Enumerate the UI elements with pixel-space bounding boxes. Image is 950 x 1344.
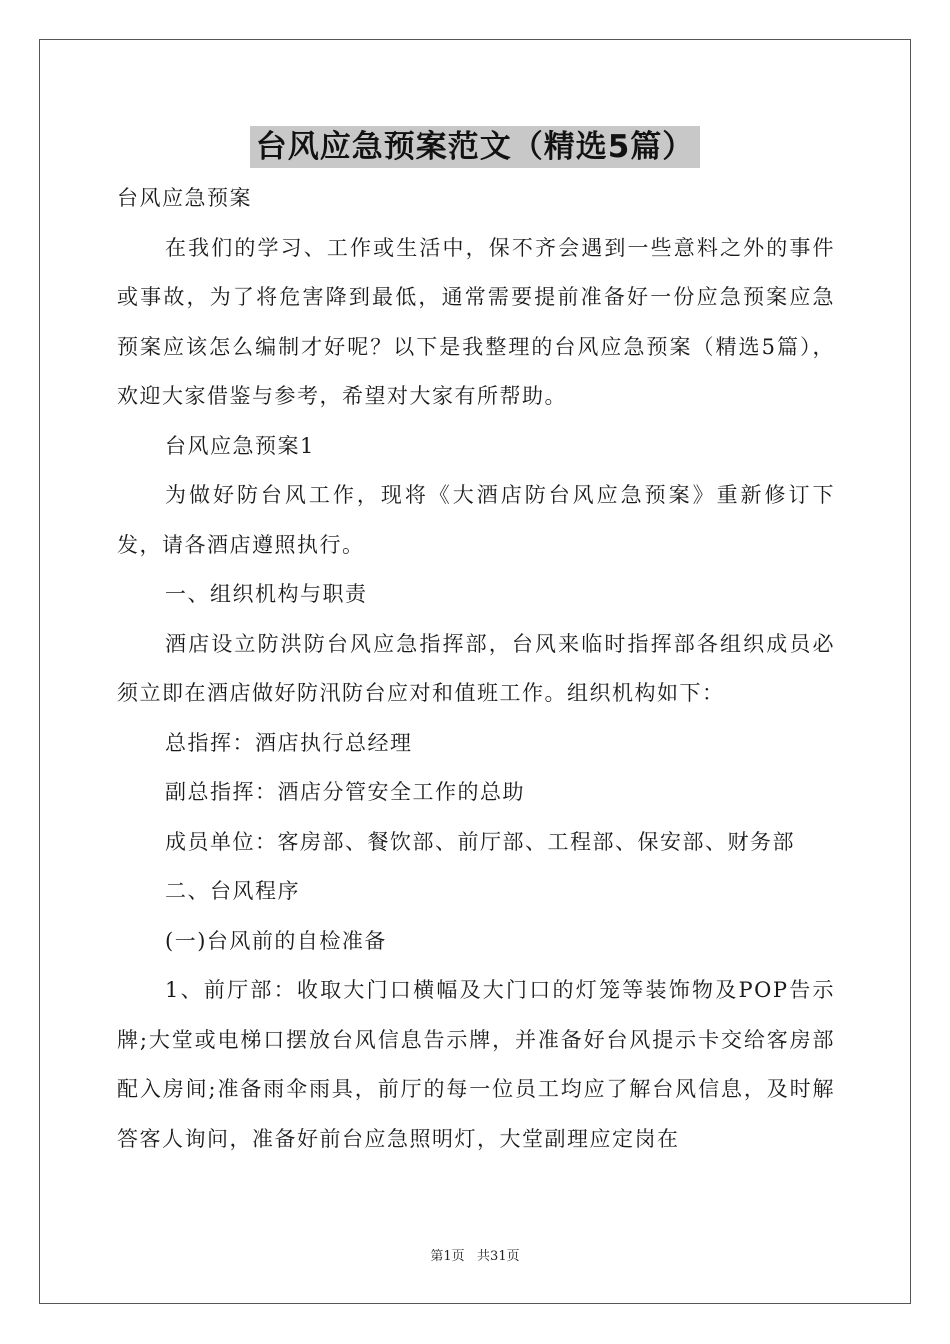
paragraph-command-setup: 酒店设立防洪防台风应急指挥部，台风来临时指挥部各组织成员必须立即在酒店做好防汛防台应对和值班工作。组织机构如下： [117,631,835,705]
paragraph-section-2-heading: 二、台风程序 [165,879,300,903]
paragraph-intro: 在我们的学习、工作或生活中，保不齐会遇到一些意料之外的事件或事故，为了将危害降到最低，通常需要提前准备好一份应急预案应急预案应该怎么编制才好呢？以下是我整理的台风应急预案（精选5篇），欢迎大家借鉴与参考，希望对大家有所帮助。 [117,235,835,408]
page-footer [0,1247,950,1267]
paragraph-subsection-heading: (一)台风前的自检准备 [165,928,387,953]
paragraph-heading: 台风应急预案 [117,186,252,210]
paragraph-notice: 为做好防台风工作，现将《大酒店防台风应急预案》重新修订下发，请各酒店遵照执行。 [117,483,835,557]
paragraph-front-office: 1、前厅部：收取大门口横幅及大门口的灯笼等装饰物及POP告示牌;大堂或电梯口摆放台风信息告示牌，并准备好台风提示卡交给客房部配入房间;准备雨伞雨具，前厅的每一位员工均应了解台风信息，及时解答客人询问，准备好前台应急照明灯，大堂副理应定岗在 [117,978,835,1151]
paragraph-section-1-heading: 一、组织机构与职责 [165,582,368,606]
paragraph-plan-1-heading: 台风应急预案1 [165,433,315,458]
title-container [0,126,950,168]
document-body [117,174,835,1164]
paragraph-deputy-commander: 副总指挥：酒店分管安全工作的总助 [165,780,525,804]
document-title: 台风应急预案范文（精选5篇） [250,126,701,168]
paragraph-commander: 总指挥：酒店执行总经理 [165,730,413,755]
paragraph-member-units: 成员单位：客房部、餐饮部、前厅部、工程部、保安部、财务部 [165,829,795,854]
page-number: 第1页 共31页 [430,1249,520,1264]
